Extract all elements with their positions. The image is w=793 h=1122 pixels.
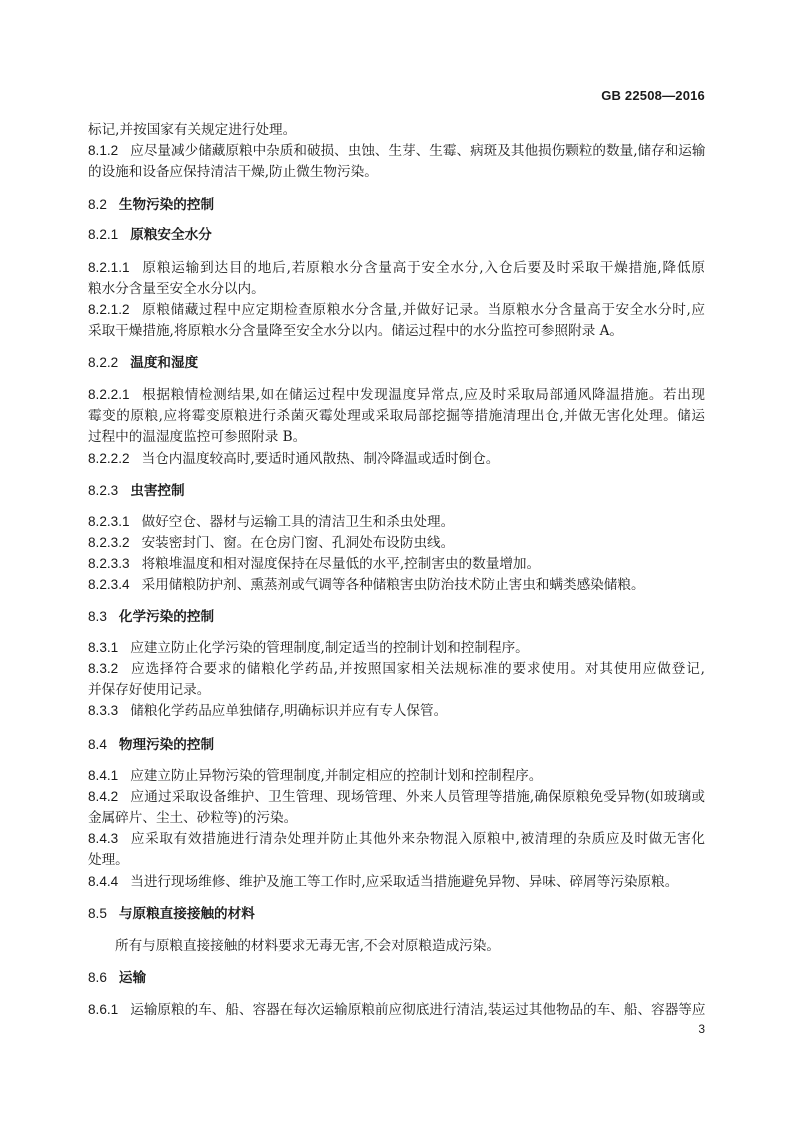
line-text: 将粮堆温度和相对湿度保持在尽量低的水平,控制害虫的数量增加。 [141,556,541,572]
clause-number: 8.2.1.1 [88,260,130,275]
heading-text: 运输 [118,970,147,985]
line-text: 应建立防止异物污染的管理制度,并制定相应的控制计划和控制程序。 [130,768,543,784]
clause-number: 8.2.2.2 [88,451,130,466]
section-heading [88,607,705,627]
heading-text: 物理污染的控制 [118,737,215,752]
heading-text: 生物污染的控制 [118,197,215,212]
line-text: 安装密封门、窗。在仓房门窗、孔洞处布设防虫线。 [141,535,455,551]
page-number: 3 [698,1022,705,1036]
section-heading [88,353,705,373]
section-heading [88,195,705,215]
line-text: 做好空仓、器材与运输工具的清洁卫生和杀虫处理。 [141,514,455,530]
paragraph-line [88,321,705,341]
clause-number: 8.2.2 [88,355,119,370]
clause-number: 8.4.4 [88,874,119,889]
clause-number: 8.5 [88,906,107,921]
paragraph-line [88,385,705,405]
clause-number: 8.3.3 [88,703,119,718]
paragraph-line [88,406,705,426]
line-text: 应选择符合要求的储粮化学药品,并按照国家相关法规标准的要求使用。对其使用应做登记, [130,661,705,677]
paragraph-line [88,512,705,532]
clause-number: 8.4 [88,737,107,752]
paragraph-line [88,449,705,469]
clause-number: 8.2 [88,197,107,212]
paragraph-line [88,680,705,700]
line-text: 应采取有效措施进行清杂处理并防止其他外来杂物混入原粮中,被清理的杂质应及时做无害化 [130,831,705,847]
heading-text: 化学污染的控制 [118,609,215,624]
paragraph-line [88,936,705,956]
clause-number: 8.2.3.4 [88,577,130,592]
paragraph-line [88,659,705,679]
clause-number: 8.2.3.2 [88,535,130,550]
heading-text: 与原粮直接接触的材料 [118,906,255,921]
line-text: 并保存好使用记录。 [88,682,211,698]
paragraph-line [88,427,705,447]
paragraph-line [88,575,705,595]
paragraph-line [88,872,705,892]
section-heading [88,968,705,988]
line-text: 运输原粮的车、船、容器在每次运输原粮前应彻底进行清洁,装运过其他物品的车、船、容器等应 [130,1002,706,1018]
clause-number: 8.4.1 [88,768,119,783]
paragraph-line [88,533,705,553]
paragraph-line [88,850,705,870]
paragraph-line [88,1000,706,1020]
clause-number: 8.2.3.1 [88,514,130,529]
clause-number: 8.2.1.2 [88,302,130,317]
line-text: 采用储粮防护剂、熏蒸剂或气调等各种储粮害虫防治技术防止害虫和螨类感染储粮。 [141,577,645,593]
clause-number: 8.2.1 [88,227,119,242]
line-text: 粮水分含量至安全水分以内。 [88,281,265,297]
paragraph-line [88,787,705,807]
clause-number: 8.3.2 [88,661,119,676]
clause-number: 8.4.3 [88,831,119,846]
line-text: 霉变的原粮,应将霉变原粮进行杀菌灭霉处理或采取局部挖掘等措施清理出仓,并做无害化处理。储运 [88,408,705,424]
paragraph-line [88,701,705,721]
clause-number: 8.2.3.3 [88,556,130,571]
clause-number: 8.4.2 [88,789,119,804]
line-text: 根据粮情检测结果,如在储运过程中发现温度异常点,应及时采取局部通风降温措施。若出现 [141,387,705,403]
line-text: 原粮运输到达目的地后,若原粮水分含量高于安全水分,入仓后要及时采取干燥措施,降低原 [141,260,705,276]
heading-text: 温度和湿度 [130,355,199,370]
line-text: 处理。 [88,852,129,868]
line-text: 应尽量减少储藏原粮中杂质和破损、虫蚀、生芽、生霉、病斑及其他损伤颗粒的数量,储存和运输 [130,143,706,159]
line-text: 应建立防止化学污染的管理制度,制定适当的控制计划和控制程序。 [130,640,529,656]
clause-number: 8.1.2 [88,143,119,158]
heading-text: 虫害控制 [130,483,185,498]
paragraph-line [88,120,705,140]
line-text: 的设施和设备应保持清洁干燥,防止微生物污染。 [88,164,378,180]
paragraph-line [88,554,705,574]
line-text: 当进行现场维修、维护及施工等工作时,应采取适当措施避免异物、异味、碎屑等污染原粮。 [130,874,679,890]
paragraph-line [88,766,705,786]
section-heading [88,225,705,245]
paragraph-line [88,829,705,849]
paragraph-line [88,300,705,320]
line-text: 储粮化学药品应单独储存,明确标识并应有专人保管。 [130,703,448,719]
clause-number: 8.3 [88,609,107,624]
line-text: 金属碎片、尘土、砂粒等)的污染。 [88,810,298,826]
line-text: 原粮储藏过程中应定期检查原粮水分含量,并做好记录。当原粮水分含量高于安全水分时,应 [141,302,705,318]
paragraph-line [88,808,705,828]
section-heading [88,904,705,924]
line-text: 所有与原粮直接接触的材料要求无毒无害,不会对原粮造成污染。 [115,938,500,954]
line-text: 标记,并按国家有关规定进行处理。 [88,122,297,138]
clause-number: 8.6.1 [88,1002,119,1017]
line-text: 过程中的温湿度监控可参照附录 B。 [88,429,307,445]
heading-text: 原粮安全水分 [130,227,212,242]
clause-number: 8.2.2.1 [88,387,130,402]
paragraph-line [88,638,705,658]
clause-number: 8.2.3 [88,483,119,498]
paragraph-line [88,141,706,161]
clause-number: 8.3.1 [88,640,119,655]
paragraph-line [88,258,705,278]
section-heading [88,481,705,501]
standard-code-header: GB 22508—2016 [601,88,705,103]
line-text: 当仓内温度较高时,要适时通风散热、制冷降温或适时倒仓。 [141,451,500,467]
paragraph-line [88,279,705,299]
line-text: 采取干燥措施,将原粮水分含量降至安全水分以内。储运过程中的水分监控可参照附录 A。 [88,323,624,339]
paragraph-line [88,162,705,182]
clause-number: 8.6 [88,970,107,985]
section-heading [88,735,705,755]
line-text: 应通过采取设备维护、卫生管理、现场管理、外来人员管理等措施,确保原粮免受异物(如玻璃或 [130,789,705,805]
